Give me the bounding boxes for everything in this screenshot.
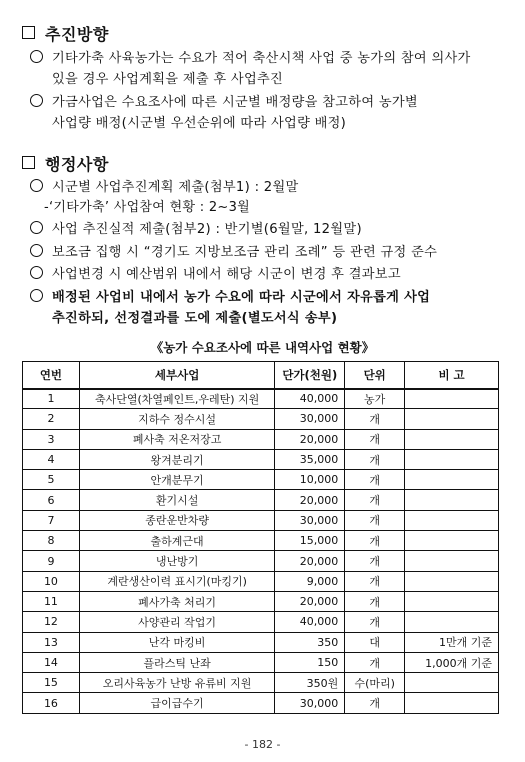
cell-price: 20,000 [275, 429, 345, 449]
cell-note [405, 571, 499, 591]
table-header-row [23, 362, 499, 389]
table-row [23, 673, 499, 693]
cell-price: 350원 [275, 673, 345, 693]
cell-note [405, 449, 499, 469]
cell-no: 9 [23, 551, 80, 571]
project-table [22, 361, 499, 714]
cell-unit: 개 [345, 652, 405, 672]
cell-price: 10,000 [275, 470, 345, 490]
cell-project: 냉난방기 [79, 551, 274, 571]
checkbox-square-icon [22, 26, 35, 39]
cell-note [405, 612, 499, 632]
table-row [23, 693, 499, 713]
cell-project: 계란생산이력 표시기(마킹기) [79, 571, 274, 591]
cell-note: 1,000개 기준 [405, 652, 499, 672]
cell-project: 지하수 정수시설 [79, 409, 274, 429]
cell-project: 사양관리 작업기 [79, 612, 274, 632]
circle-bullet-icon [30, 50, 43, 63]
cell-project: 급이급수기 [79, 693, 274, 713]
table-row [23, 490, 499, 510]
table-row [23, 470, 499, 490]
table-row [23, 652, 499, 672]
cell-no: 8 [23, 531, 80, 551]
cell-note [405, 389, 499, 409]
header-price: 단가(천원) [275, 362, 345, 389]
table-row [23, 591, 499, 611]
section-title-direction: 추진방향 [22, 22, 109, 45]
bullet-item: 보조금 집행 시 “경기도 지방보조금 관리 조례” 등 관련 규정 준수 [30, 242, 437, 263]
bullet-continuation: 있을 경우 사업계획을 제출 후 사업추진 [52, 72, 284, 87]
cell-note [405, 693, 499, 713]
cell-no: 13 [23, 632, 80, 652]
circle-bullet-icon [30, 179, 43, 192]
cell-project: 축사단열(차열페인트,우레탄) 지원 [79, 389, 274, 409]
bullet-item: 기타가축 사육농가는 수요가 적어 축산시책 사업 중 농가의 참여 의사가 [30, 48, 471, 69]
cell-project: 오리사육농가 난방 유류비 지원 [79, 673, 274, 693]
cell-note [405, 510, 499, 530]
cell-no: 2 [23, 409, 80, 429]
cell-note [405, 490, 499, 510]
cell-no: 12 [23, 612, 80, 632]
cell-no: 1 [23, 389, 80, 409]
cell-no: 3 [23, 429, 80, 449]
cell-price: 350 [275, 632, 345, 652]
page-number: - 182 - [244, 738, 281, 751]
circle-bullet-icon [30, 244, 43, 257]
cell-price: 40,000 [275, 389, 345, 409]
cell-unit: 개 [345, 449, 405, 469]
table-row [23, 510, 499, 530]
cell-price: 20,000 [275, 490, 345, 510]
table-row [23, 612, 499, 632]
cell-note [405, 551, 499, 571]
section-title-admin: 행정사항 [22, 152, 109, 175]
cell-unit: 개 [345, 510, 405, 530]
cell-no: 11 [23, 591, 80, 611]
cell-no: 15 [23, 673, 80, 693]
cell-price: 30,000 [275, 510, 345, 530]
cell-project: 폐사축 저온저장고 [79, 429, 274, 449]
cell-project: 환기시설 [79, 490, 274, 510]
cell-no: 4 [23, 449, 80, 469]
cell-note [405, 531, 499, 551]
cell-price: 15,000 [275, 531, 345, 551]
cell-price: 20,000 [275, 591, 345, 611]
cell-project: 출하계근대 [79, 531, 274, 551]
bullet-continuation: 추진하되, 선정결과를 도에 제출(별도서식 송부) [52, 311, 338, 326]
table-row [23, 429, 499, 449]
circle-bullet-icon [30, 289, 43, 302]
cell-note [405, 673, 499, 693]
bullet-item: 가금사업은 수요조사에 따른 시군별 배정량을 참고하여 농가별 [30, 92, 418, 113]
header-unit: 단위 [345, 362, 405, 389]
cell-unit: 개 [345, 490, 405, 510]
cell-no: 6 [23, 490, 80, 510]
bullet-item: 사업 추진실적 제출(첨부2) : 반기별(6월말, 12월말) [30, 219, 362, 240]
bullet-continuation: 사업량 배정(시군별 우선순위에 따라 사업량 배정) [52, 116, 347, 131]
cell-unit: 대 [345, 632, 405, 652]
cell-project: 안개분무기 [79, 470, 274, 490]
table-row [23, 551, 499, 571]
cell-no: 5 [23, 470, 80, 490]
cell-note [405, 429, 499, 449]
cell-unit: 농가 [345, 389, 405, 409]
cell-price: 30,000 [275, 693, 345, 713]
circle-bullet-icon [30, 221, 43, 234]
cell-unit: 개 [345, 409, 405, 429]
cell-price: 9,000 [275, 571, 345, 591]
cell-no: 10 [23, 571, 80, 591]
table-row [23, 449, 499, 469]
cell-project: 종란운반차량 [79, 510, 274, 530]
cell-note [405, 470, 499, 490]
table-row [23, 531, 499, 551]
header-note: 비 고 [405, 362, 499, 389]
cell-unit: 개 [345, 429, 405, 449]
cell-unit: 개 [345, 531, 405, 551]
cell-price: 40,000 [275, 612, 345, 632]
table-row [23, 409, 499, 429]
table-title: 《농가 수요조사에 따른 내역사업 현황》 [150, 340, 375, 355]
cell-project: 왕겨분리기 [79, 449, 274, 469]
cell-no: 14 [23, 652, 80, 672]
cell-note [405, 591, 499, 611]
table-row [23, 571, 499, 591]
cell-price: 150 [275, 652, 345, 672]
circle-bullet-icon [30, 94, 43, 107]
cell-price: 20,000 [275, 551, 345, 571]
cell-no: 7 [23, 510, 80, 530]
cell-unit: 수(마리) [345, 673, 405, 693]
checkbox-square-icon [22, 156, 35, 169]
cell-project: 플라스틱 난좌 [79, 652, 274, 672]
cell-unit: 개 [345, 571, 405, 591]
cell-unit: 개 [345, 693, 405, 713]
cell-no: 16 [23, 693, 80, 713]
cell-project: 폐사가축 처리기 [79, 591, 274, 611]
cell-unit: 개 [345, 470, 405, 490]
cell-project: 난각 마킹비 [79, 632, 274, 652]
circle-bullet-icon [30, 266, 43, 279]
sub-item: -‘기타가축’ 사업참여 현황 : 2~3월 [44, 200, 251, 215]
cell-note: 1만개 기준 [405, 632, 499, 652]
cell-unit: 개 [345, 612, 405, 632]
cell-price: 35,000 [275, 449, 345, 469]
bullet-item-bold: 배정된 사업비 내에서 농가 수요에 따라 시군에서 자유롭게 사업 [30, 287, 430, 308]
cell-note [405, 409, 499, 429]
bullet-item: 시군별 사업추진계획 제출(첨부1) : 2월말 [30, 177, 299, 198]
header-project: 세부사업 [79, 362, 274, 389]
cell-unit: 개 [345, 551, 405, 571]
cell-unit: 개 [345, 591, 405, 611]
table-row [23, 632, 499, 652]
header-no: 연번 [23, 362, 80, 389]
table-row [23, 389, 499, 409]
bullet-item: 사업변경 시 예산범위 내에서 해당 시군이 변경 후 결과보고 [30, 264, 401, 285]
cell-price: 30,000 [275, 409, 345, 429]
